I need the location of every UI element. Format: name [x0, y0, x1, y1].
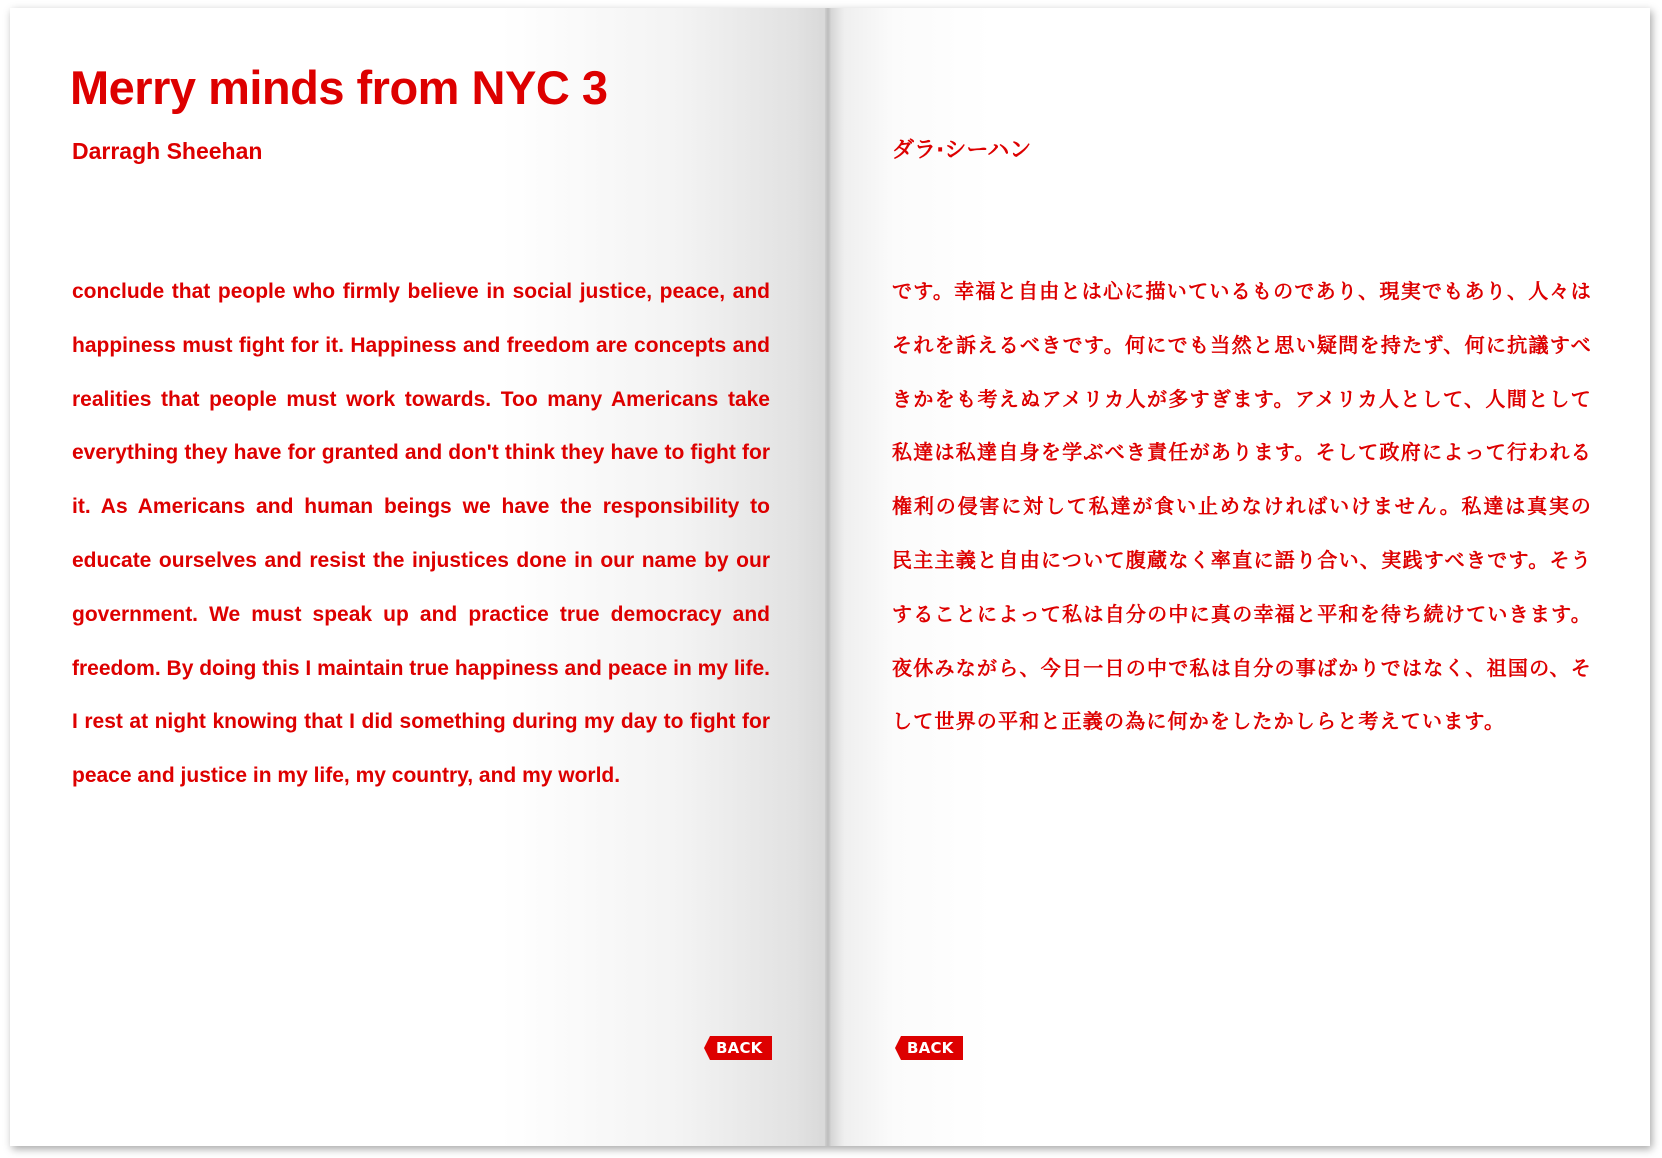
author-name: Darragh Sheehan	[72, 138, 263, 164]
left-page	[10, 8, 828, 1146]
back-button-label: BACK	[907, 1039, 954, 1057]
book-spine	[825, 8, 831, 1146]
back-button-japanese[interactable]	[895, 1036, 963, 1060]
author-name-japanese: ダラ·シーハン	[892, 138, 1032, 163]
open-book	[10, 8, 1650, 1146]
back-button-label: BACK	[716, 1039, 763, 1057]
japanese-body-text: です。幸福と自由とは心に描いているものであり、現実でもあり、人々はそれを訴えるべきです。何にでも当然と思い疑問を持たず、何に抗議すべきかをも考えぬアメリカ人が多すぎます。アメリカ人として、人間として私達は私達自身を学ぶべき責任があります。そして政府によって行われる権利の侵害に対して私達が食い止めなければいけません。私達は真実の民主主義と自由について腹蔵なく率直に語り合い、実践すべきです。そうすることによって私は自分の中に真の幸福と平和を待ち続けていきます。夜休みながら、今日一日の中で私は自分の事ばかりではなく、祖国の、そして世界の平和と正義の為に何かをしたかしらと考えています。	[892, 279, 1592, 734]
right-page	[828, 8, 1650, 1146]
english-body-text: conclude that people who firmly believe in social justice, peace, and happiness must fight for it. Happiness and freedom are concepts and realities that people must work towards. Too many Americans take everything they have for granted and don't think they have to fight for it. As Americans and human beings we have the responsibility to educate ourselves and resist the injustices done in our name by our government. We must speak up and practice true democracy and freedom. By doing this I maintain true happiness and peace in my life. I rest at night knowing that I did something during my day to fight for peace and justice in my life, my country, and my world.	[72, 280, 770, 788]
page-title: Merry minds from NYC 3	[70, 61, 608, 114]
back-button[interactable]	[704, 1036, 772, 1060]
